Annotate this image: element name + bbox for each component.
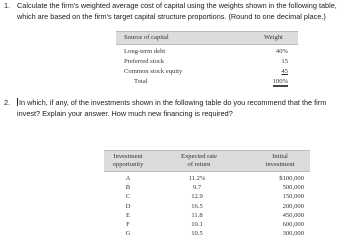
investment-cell: 200,000	[282, 202, 304, 210]
rate-cell: 9.7	[192, 184, 202, 192]
opportunity-cell: G	[125, 230, 131, 238]
rate-cell: 12.9	[191, 193, 203, 201]
opportunity-cell: E	[125, 211, 131, 219]
capital-weights-table	[116, 31, 298, 87]
table1-header-source: Source of capital	[124, 34, 169, 41]
rate-cell: 10.5	[191, 230, 203, 238]
question-1-text: Calculate the firm's weighted average cost of capital using the weights shown in the following table, which are based on the firm's target capital structure proportions. (Round to one decimal place.)	[17, 1, 337, 21]
table-row	[104, 175, 310, 184]
rate-cell: 11.8	[191, 211, 203, 219]
rate-cell: 16.5	[191, 202, 203, 210]
investment-cell: 450,000	[282, 211, 304, 219]
header-expected-rate: Expected rate of return	[180, 153, 218, 168]
opportunity-cell: F	[126, 220, 130, 228]
opportunity-cell: D	[125, 202, 131, 210]
table-row	[116, 67, 298, 77]
investment-cell: $100,000	[279, 175, 304, 182]
question-2-text: In which, if any, of the investments shown in the following table do you recommend that the firm invest? Explain your answer. How much new financing is required?	[17, 98, 327, 118]
table-row	[116, 47, 298, 57]
table-total-row	[116, 77, 298, 87]
question-1-number: 1.	[4, 1, 11, 10]
table-row	[104, 221, 310, 230]
table-row	[104, 230, 310, 239]
opportunity-cell: B	[125, 184, 131, 192]
header-initial-investment: Initial investment	[265, 153, 295, 168]
table-row	[104, 193, 310, 202]
table-row	[116, 57, 298, 67]
rate-cell: 10.1	[191, 220, 203, 228]
row-label: Long-term debt	[124, 48, 166, 55]
table-row	[104, 203, 310, 212]
question-2-number: 2.	[4, 98, 11, 107]
total-value: 100%	[272, 78, 288, 85]
investment-cell: 300,000	[282, 230, 304, 238]
total-label: Total	[134, 78, 148, 85]
table1-header	[116, 31, 298, 45]
row-value: 15	[281, 58, 288, 65]
opportunity-cell: A	[125, 175, 131, 182]
table2-header	[104, 150, 310, 172]
header-investment-opportunity: Investment opportunity	[112, 153, 144, 168]
question-1	[4, 1, 344, 22]
investment-opportunities-table	[104, 150, 310, 239]
opportunity-cell: C	[125, 193, 131, 201]
rate-cell: 11.2%	[188, 175, 206, 182]
table-row	[104, 184, 310, 193]
row-value: 45	[281, 68, 288, 75]
table1-header-weight: Weight	[264, 34, 283, 41]
question-2	[4, 98, 344, 119]
row-value: 40%	[275, 48, 288, 55]
row-label: Common stock equity	[124, 68, 183, 75]
text-cursor	[17, 98, 18, 106]
investment-cell: 150,000	[282, 193, 304, 201]
row-label: Preferred stock	[124, 58, 165, 65]
table-row	[104, 212, 310, 221]
investment-cell: 600,000	[282, 220, 304, 228]
investment-cell: 500,000	[282, 184, 304, 192]
